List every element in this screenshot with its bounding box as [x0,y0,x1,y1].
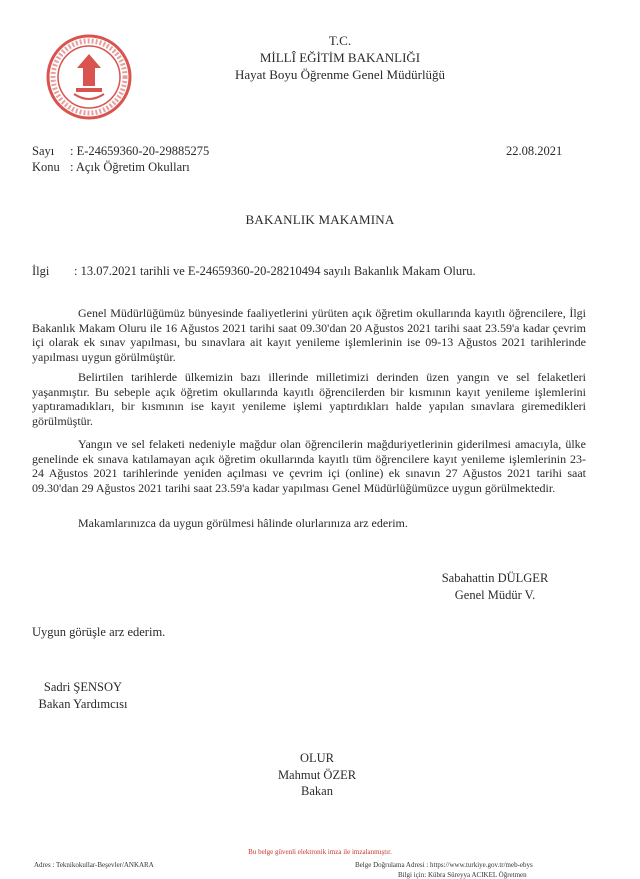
sayi-label: Sayı [32,144,55,158]
konu-label: Konu [32,160,60,174]
approval-status: OLUR [299,751,335,765]
addressee-title: BAKANLIK MAKAMINA [245,212,395,227]
body-paragraph-2: Belirtilen tarihlerde ülkemizin bazı illerinde milletimizi derinden üzen yangın ve sel felaketleri yaşanmıştır. Bu sebeple açık öğretim okullarında kayıtlı öğrencilerden bir kısmının kayıt yenileme işlemlerini yaptıramadıkları, bir kısmının ise kayıt yenileme işlemi yaptırdıkları halde yapılan sınavlara giremedikleri görülmüştür. [32,370,586,428]
deputy-name: Sadri ŞENSOY [43,680,123,694]
body-paragraph-4: Makamlarınızca da uygun görülmesi hâlinde olurlarınıza arz ederim. [78,516,408,530]
footer-verify-url: Belge Doğrulama Adresi : https://www.turkiye.gov.tr/meb-ebys [355,861,533,869]
signature-block-director [430,570,560,603]
deputy-title: Bakan Yardımcısı [38,696,128,711]
header-directorate: Hayat Boyu Öğrenme Genel Müdürlüğü [234,67,446,82]
director-title: Genel Müdür V. [454,587,536,602]
sayi-value: : E-24659360-20-29885275 [70,144,210,158]
konu-value: : Açık Öğretim Okulları [70,160,190,174]
reference-value: : 13.07.2021 tarihli ve E-24659360-20-28210494 sayılı Bakanlık Makam Oluru. [74,264,476,278]
reference-label: İlgi [32,264,50,278]
minister-title: Bakan [301,784,333,798]
body-paragraph-3: Yangın ve sel felaketi nedeniyle mağdur olan öğrencilerin mağduriyetlerinin giderilmesi amacıyla, ülke genelinde ek sınava katılamayan açık öğretim okullarında kayıtlı tüm öğrencilere kayıt yenileme işlemlerinin 23-24 Ağustos 2021 tarihlerinde yeniden açılması ve çevrim içi (online) ek sınavın 27 Ağustos 2021 tarihi saat 09.30'dan 29 Ağustos 2021 tarihi saat 23.59'a kadar yapılması Genel Müdürlüğümüzce uygun görülmektedir. [32,437,586,495]
letterhead [180,32,500,83]
approval-note: Uygun görüşle arz ederim. [32,625,166,639]
signature-block-minister [262,750,372,800]
document-date: 22.08.2021 [506,144,563,158]
footer-info: Bilgi için: Kübra Süreyya ACIKEL Öğretmen [398,871,527,879]
signature-block-deputy [28,679,138,712]
director-name: Sabahattin DÜLGER [441,571,549,585]
header-ministry: MİLLÎ EĞİTİM BAKANLIĞI [259,50,421,65]
footer-address: Adres : Teknikokullar-Beşevler/ANKARA [34,861,154,869]
ministry-seal-logo [46,34,132,120]
minister-name: Mahmut ÖZER [277,767,357,782]
esignature-note: Bu belge güvenli elektronik imza ile imzalanmıştır. [248,848,392,856]
header-tc: T.C. [328,33,352,48]
body-paragraph-1: Genel Müdürlüğümüz bünyesinde faaliyetlerini yürüten açık öğretim okullarında kayıtlı öğrencilere, İlgi Bakanlık Makam Oluru ile 16 Ağustos 2021 tarihi saat 09.30'dan 20 Ağustos 2021 tarihi saat 23.59'a kadar çevrim içi olarak ek sınav yapılması, bu sınavlara ait kayıt yenileme işlemlerinin ise 09-13 Ağustos 2021 tarihlerinde yapılması uygun görülmüştür. [32,306,586,364]
